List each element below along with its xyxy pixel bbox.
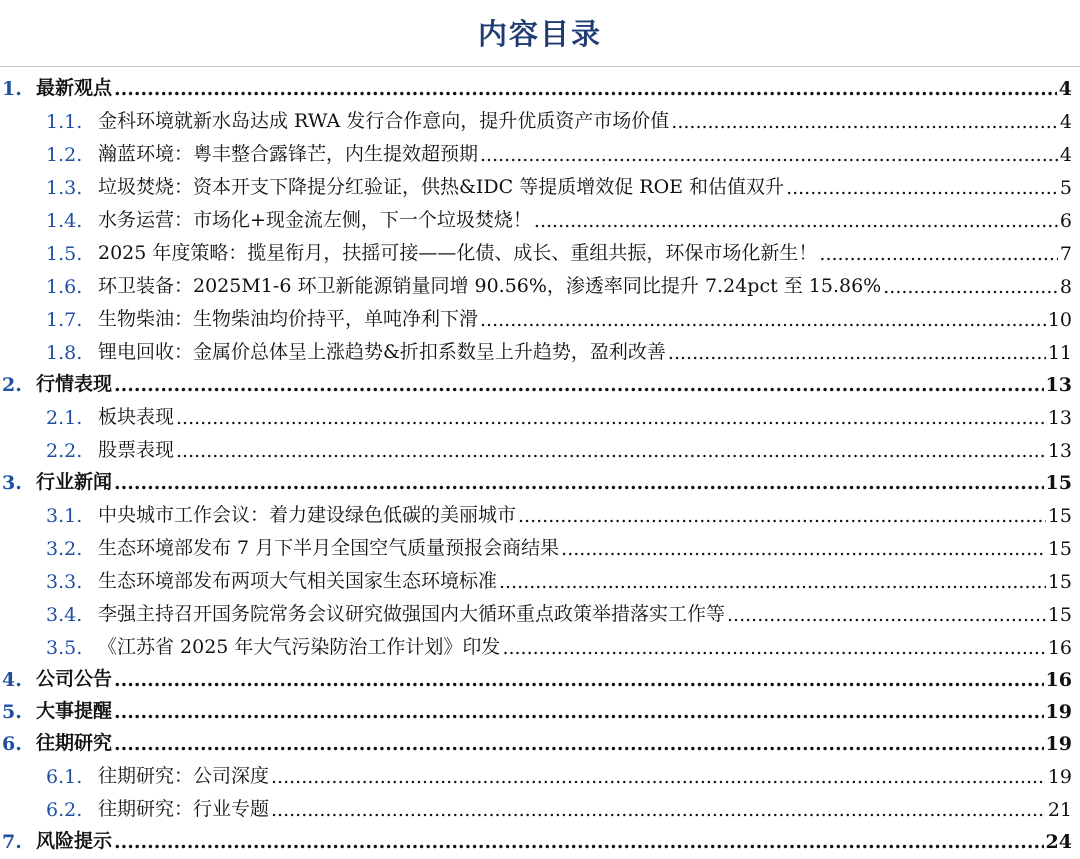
toc-entry-number: 3.2.	[46, 538, 83, 560]
toc-page-number: 13	[1047, 407, 1072, 429]
toc-dot-leader	[114, 472, 1044, 494]
toc-subsection-entry[interactable]	[0, 333, 1080, 366]
toc-section-entry[interactable]	[0, 70, 1080, 102]
toc-page-number: 15	[1047, 604, 1072, 626]
toc-entry-number: 3.4.	[46, 604, 83, 626]
toc-entry-number: 1.3.	[46, 177, 83, 199]
toc-page-number: 8	[1059, 276, 1072, 298]
toc-dot-leader	[271, 766, 1046, 788]
toc-entry-number: 1.8.	[46, 342, 83, 364]
toc-page-number: 21	[1047, 799, 1072, 821]
toc-dot-leader	[499, 571, 1046, 593]
toc-subsection-entry[interactable]	[0, 562, 1080, 595]
toc-page-number: 19	[1047, 766, 1072, 788]
toc-entry-title: 生态环境部发布 7 月下半月全国空气质量预报会商结果	[98, 537, 560, 559]
toc-entry-title: 最新观点	[36, 77, 113, 99]
toc-dot-leader	[114, 669, 1044, 691]
table-of-contents	[0, 70, 1080, 855]
toc-entry-number: 2.1.	[46, 407, 83, 429]
toc-entry-title: 李强主持召开国务院常务会议研究做强国内大循环重点政策举措落实工作等	[98, 603, 726, 625]
toc-page-number: 19	[1045, 733, 1072, 755]
toc-dot-leader	[502, 637, 1045, 659]
toc-page-number: 11	[1047, 342, 1072, 364]
toc-page-number: 10	[1047, 309, 1072, 331]
toc-entry-number: 1.6.	[46, 276, 83, 298]
toc-entry-title: 垃圾焚烧：资本开支下降提分红验证，供热&IDC 等提质增效促 ROE 和估值双升	[98, 176, 785, 198]
toc-subsection-entry[interactable]	[0, 431, 1080, 464]
toc-section-entry[interactable]	[0, 366, 1080, 398]
toc-dot-leader	[671, 111, 1058, 133]
toc-page-number: 19	[1045, 701, 1072, 723]
toc-dot-leader	[114, 701, 1044, 723]
toc-dot-leader	[114, 374, 1044, 396]
toc-page-number: 16	[1045, 669, 1072, 691]
toc-entry-number: 3.1.	[46, 505, 83, 527]
toc-dot-leader	[561, 538, 1046, 560]
toc-page-number: 4	[1058, 78, 1072, 100]
toc-page-number: 16	[1047, 637, 1072, 659]
toc-page-number: 15	[1047, 538, 1072, 560]
toc-subsection-entry[interactable]	[0, 790, 1080, 823]
toc-entry-number: 6.2.	[46, 799, 83, 821]
toc-entry-title: 往期研究：行业专题	[98, 798, 270, 820]
toc-section-entry[interactable]	[0, 693, 1080, 725]
toc-subsection-entry[interactable]	[0, 496, 1080, 529]
toc-entry-title: 2025 年度策略：揽星衔月，扶摇可接——化债、成长、重组共振，环保市场化新生！	[98, 242, 818, 264]
toc-section-entry[interactable]	[0, 725, 1080, 757]
toc-page-number: 5	[1059, 177, 1072, 199]
toc-entry-number: 3.5.	[46, 637, 83, 659]
toc-page-number: 15	[1047, 571, 1072, 593]
toc-entry-title: 往期研究：公司深度	[98, 765, 270, 787]
toc-entry-title: 中央城市工作会议：着力建设绿色低碳的美丽城市	[98, 504, 517, 526]
toc-dot-leader	[114, 733, 1044, 755]
toc-entry-number: 6.	[2, 733, 22, 755]
toc-entry-number: 1.5.	[46, 243, 83, 265]
toc-subsection-entry[interactable]	[0, 398, 1080, 431]
toc-entry-number: 5.	[2, 701, 22, 723]
toc-subsection-entry[interactable]	[0, 595, 1080, 628]
toc-dot-leader	[668, 342, 1046, 364]
toc-section-entry[interactable]	[0, 464, 1080, 496]
toc-dot-leader	[480, 309, 1046, 331]
toc-page-number: 4	[1059, 111, 1072, 133]
toc-entry-number: 6.1.	[46, 766, 83, 788]
toc-entry-title: 《江苏省 2025 年大气污染防治工作计划》印发	[98, 636, 501, 658]
toc-entry-title: 锂电回收：金属价总体呈上涨趋势&折扣系数呈上升趋势，盈利改善	[98, 341, 666, 363]
toc-entry-title: 环卫装备：2025M1-6 环卫新能源销量同增 90.56%，渗透率同比提升 7.24pct 至 15.86%	[98, 275, 882, 297]
toc-entry-title: 板块表现	[98, 406, 175, 428]
toc-page-number: 6	[1059, 210, 1072, 232]
toc-page-number: 13	[1047, 440, 1072, 462]
toc-subsection-entry[interactable]	[0, 628, 1080, 661]
toc-page-number: 15	[1045, 472, 1072, 494]
toc-entry-title: 风险提示	[36, 830, 113, 852]
toc-entry-title: 生态环境部发布两项大气相关国家生态环境标准	[98, 570, 498, 592]
toc-dot-leader	[114, 78, 1057, 100]
toc-entry-number: 1.4.	[46, 210, 83, 232]
toc-entry-number: 2.	[2, 374, 22, 396]
toc-subsection-entry[interactable]	[0, 201, 1080, 234]
toc-subsection-entry[interactable]	[0, 529, 1080, 562]
toc-section-entry[interactable]	[0, 823, 1080, 855]
toc-dot-leader	[114, 831, 1044, 853]
toc-entry-number: 2.2.	[46, 440, 83, 462]
toc-entry-title: 生物柴油：生物柴油均价持平，单吨净利下滑	[98, 308, 479, 330]
toc-entry-title: 股票表现	[98, 439, 175, 461]
toc-entry-title: 瀚蓝环境：粤丰整合露锋芒，内生提效超预期	[98, 143, 479, 165]
toc-entry-title: 往期研究	[36, 732, 113, 754]
toc-entry-number: 4.	[2, 669, 22, 691]
toc-entry-title: 水务运营：市场化+现金流左侧，下一个垃圾焚烧！	[98, 209, 532, 231]
toc-dot-leader	[176, 407, 1046, 429]
toc-entry-title: 金科环境就新水岛达成 RWA 发行合作意向，提升优质资产市场价值	[98, 110, 670, 132]
toc-page-number: 7	[1059, 243, 1072, 265]
toc-subsection-entry[interactable]	[0, 135, 1080, 168]
toc-page-number: 4	[1059, 144, 1072, 166]
toc-section-entry[interactable]	[0, 661, 1080, 693]
toc-entry-title: 行业新闻	[36, 471, 113, 493]
toc-subsection-entry[interactable]	[0, 168, 1080, 201]
toc-entry-title: 行情表现	[36, 373, 113, 395]
toc-page-number: 13	[1045, 374, 1072, 396]
toc-entry-number: 3.	[2, 472, 22, 494]
toc-entry-title: 大事提醒	[36, 700, 113, 722]
toc-subsection-entry[interactable]	[0, 300, 1080, 333]
toc-entry-number: 7.	[2, 831, 22, 853]
toc-subsection-entry[interactable]	[0, 102, 1080, 135]
toc-dot-leader	[786, 177, 1058, 199]
toc-dot-leader	[480, 144, 1058, 166]
toc-dot-leader	[819, 243, 1058, 265]
toc-subsection-entry[interactable]	[0, 267, 1080, 300]
title-divider	[0, 66, 1080, 67]
toc-dot-leader	[176, 440, 1046, 462]
toc-entry-number: 1.2.	[46, 144, 83, 166]
toc-page-number: 24	[1045, 831, 1072, 853]
toc-subsection-entry[interactable]	[0, 757, 1080, 790]
toc-dot-leader	[727, 604, 1046, 626]
toc-entry-number: 1.1.	[46, 111, 83, 133]
toc-entry-title: 公司公告	[36, 668, 113, 690]
toc-page-number: 15	[1047, 505, 1072, 527]
toc-dot-leader	[534, 210, 1058, 232]
toc-entry-number: 1.7.	[46, 309, 83, 331]
toc-dot-leader	[271, 799, 1046, 821]
toc-subsection-entry[interactable]	[0, 234, 1080, 267]
toc-dot-leader	[518, 505, 1046, 527]
toc-dot-leader	[883, 276, 1058, 298]
toc-title: 内容目录	[477, 17, 602, 51]
toc-entry-number: 1.	[2, 78, 22, 100]
toc-entry-number: 3.3.	[46, 571, 83, 593]
